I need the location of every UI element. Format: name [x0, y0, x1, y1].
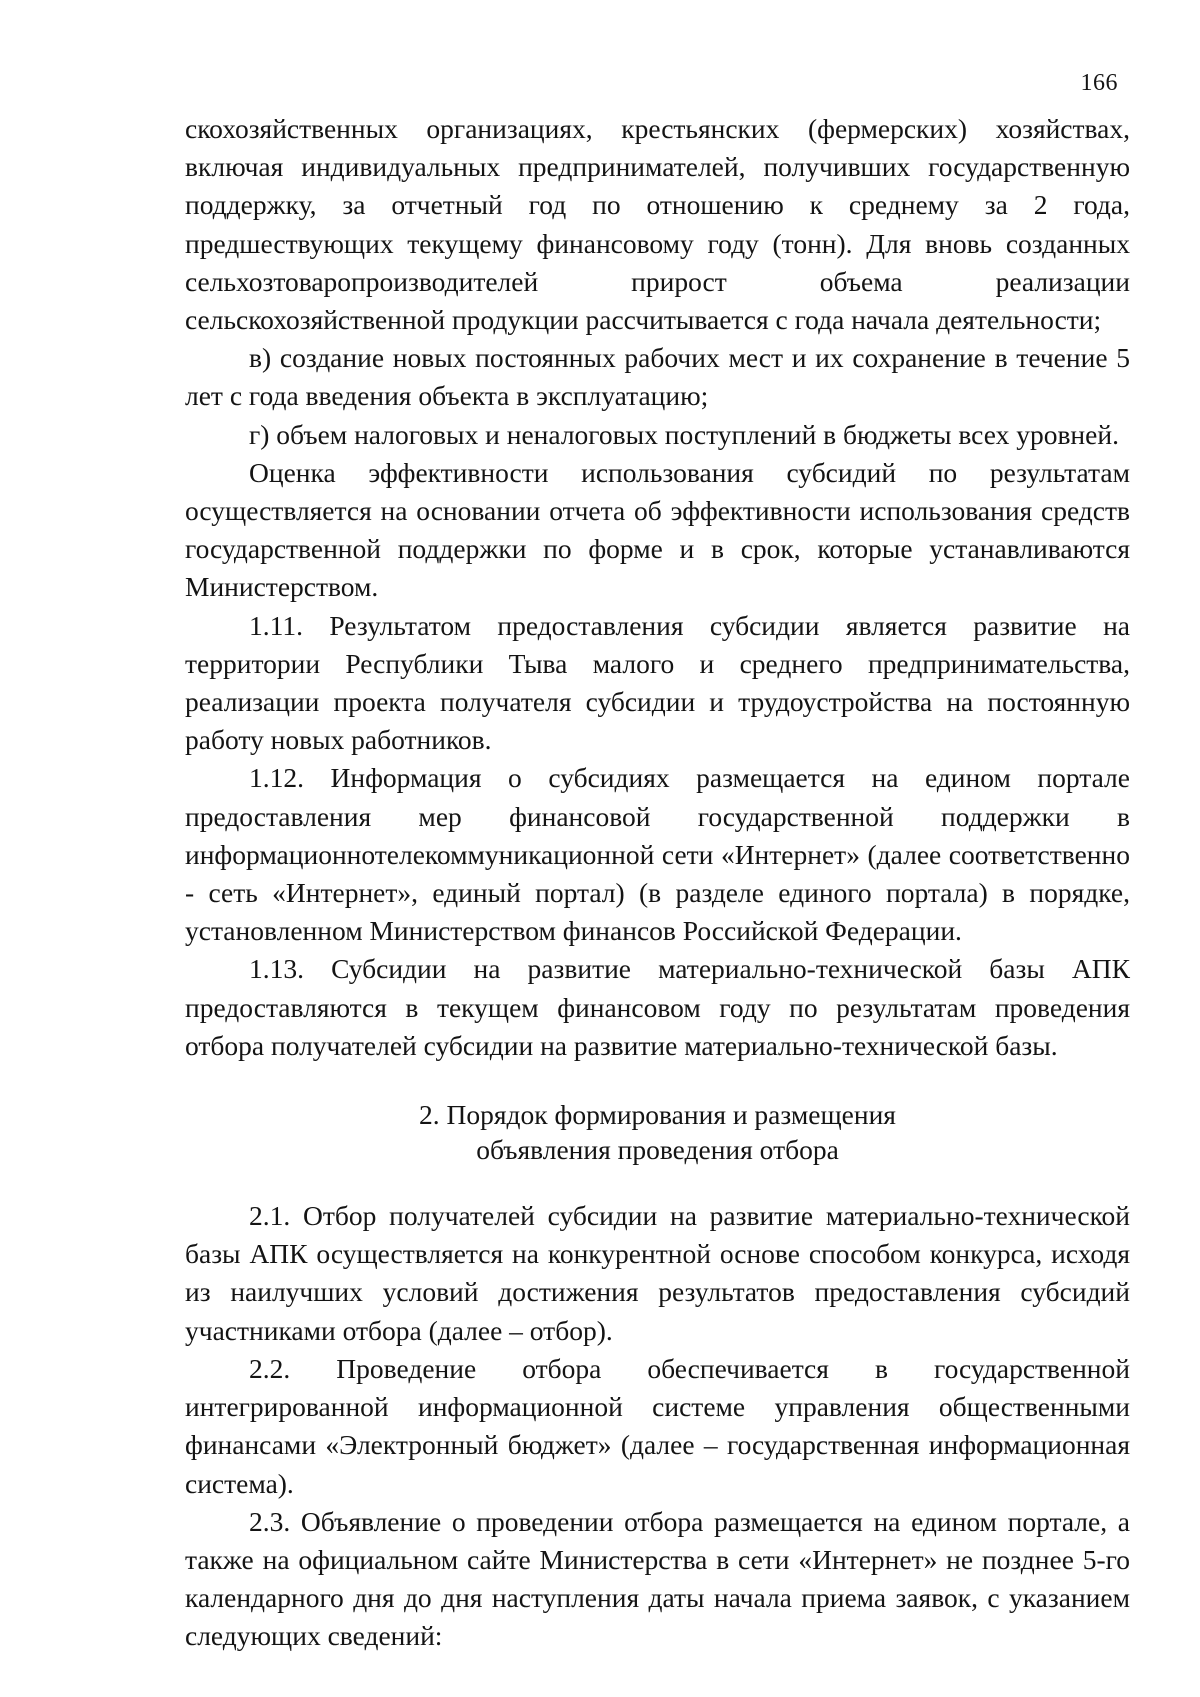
paragraph-2-1: 2.1. Отбор получателей субсидии на развитие материально-технической базы АПК осуществляется на конкурентной основе способом конкурса, исходя из наилучших условий достижения результатов предоставления субсидий участниками отбора (далее – отбор). [185, 1200, 1130, 1346]
paragraph-1-13: 1.13. Субсидии на развитие материально-технической базы АПК предоставляются в текущем финансовом году по результатам проведения отбора получателей субсидии на развитие материально-технической базы. [185, 953, 1130, 1061]
paragraph-1-12: 1.12. Информация о субсидиях размещается на едином портале предоставления мер финансовой государственной поддержки в информационнотелекоммуникационной сети «Интернет» (далее соответственно - сеть «Интернет», единый портал) (в разделе единого портала) в порядке, установленном Министерством финансов Российской Федерации. [185, 762, 1130, 947]
section-heading [185, 1097, 1130, 1167]
paragraph-continuation: скохозяйственных организациях, крестьянских (фермерских) хозяйствах, включая индивидуальных предпринимателей, получивших государственную поддержку, за отчетный год по отношению к среднему за 2 года, предшествующих текущему финансовому году (тонн). Для вновь созданных сельхозтоваропроизводителей прирост объема реализации сельскохозяйственной продукции рассчитывается с года начала деятельности; [185, 113, 1130, 336]
page-number: 166 [1080, 70, 1118, 96]
paragraph-item-g: г) объем налоговых и неналоговых поступлений в бюджеты всех уровней. [249, 418, 1119, 450]
scan-artifact [30, 6, 120, 8]
section-heading-line-1: 2. Порядок формирования и размещения [419, 1099, 896, 1131]
paragraph-2-2: 2.2. Проведение отбора обеспечивается в государственной интегрированной информационной системе управления общественными финансами «Электронный бюджет» (далее – государственная информационная система). [185, 1352, 1130, 1499]
section-heading-line-2: объявления проведения отбора [476, 1134, 839, 1166]
paragraph-2-3: 2.3. Объявление о проведении отбора размещается на едином портале, а также на официальном сайте Министерства в сети «Интернет» не позднее 5-го календарного дня до дня наступления даты начала приема заявок, с указанием следующих сведений: [185, 1505, 1130, 1652]
paragraph-item-v: в) создание новых постоянных рабочих мест и их сохранение в течение 5 лет с года введения объекта в эксплуатацию; [185, 342, 1130, 412]
paragraph-evaluation: Оценка эффективности использования субсидий по результатам осуществляется на основании отчета об эффективности использования средств государственной поддержки по форме и в срок, которые устанавливаются Министерством. [185, 456, 1130, 603]
document-body [185, 110, 1130, 1656]
paragraph-1-11: 1.11. Результатом предоставления субсидии является развитие на территории Республики Тыва малого и среднего предпринимательства, реализации проекта получателя субсидии и трудоустройства на постоянную работу новых работников. [185, 609, 1130, 756]
